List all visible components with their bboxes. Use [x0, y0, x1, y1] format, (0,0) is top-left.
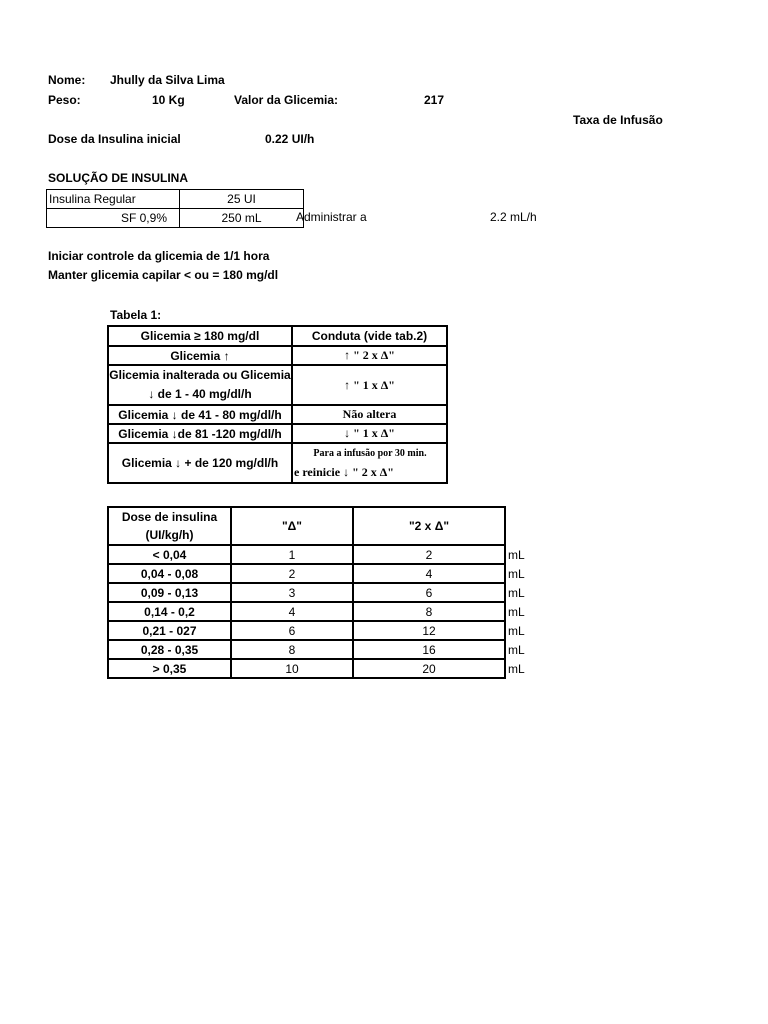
solution-value: 250 mL: [180, 209, 304, 228]
table1-header-row: [108, 326, 447, 346]
solution-title: SOLUÇÃO DE INSULINA: [48, 171, 189, 185]
unit-cell: mL: [508, 547, 525, 562]
double-delta-cell: 2: [353, 545, 505, 564]
table1-action-line: Para a infusão por 30 min.: [313, 448, 427, 459]
dose-table-row: [108, 640, 538, 659]
unit-cell: mL: [508, 623, 525, 638]
delta-cell: 4: [231, 602, 353, 621]
solution-name: SF 0,9%: [47, 209, 180, 228]
unit-cell: mL: [508, 661, 525, 676]
table1-row: [108, 365, 447, 405]
unit-cell: mL: [508, 566, 525, 581]
dose-table-row: [108, 621, 538, 640]
weight-value: 10 Kg: [152, 93, 185, 107]
delta-cell: 8: [231, 640, 353, 659]
solution-value: 25 UI: [180, 190, 304, 209]
double-delta-cell: 16: [353, 640, 505, 659]
instruction-line: Iniciar controle da glicemia de 1/1 hora: [48, 249, 270, 263]
dose-cell: 0,04 - 0,08: [108, 564, 231, 583]
table1-header-cell: Conduta (vide tab.2): [292, 326, 447, 346]
dose-table: [107, 506, 538, 679]
double-delta-cell: 6: [353, 583, 505, 602]
unit-cell: mL: [508, 642, 525, 657]
table1-action: Não altera: [292, 405, 447, 424]
double-delta-cell: 12: [353, 621, 505, 640]
administer-value: 2.2 mL/h: [490, 210, 537, 224]
dose-cell: 0,28 - 0,35: [108, 640, 231, 659]
double-delta-cell: 8: [353, 602, 505, 621]
dose-table-row: [108, 659, 538, 678]
double-delta-header-cell: "2 x Δ": [353, 507, 505, 545]
name-label: Nome:: [48, 73, 86, 87]
table1-condition: Glicemia inalterada ou Glicemia ↓ de 1 - 40 mg/dl/h: [108, 365, 292, 405]
solution-row: [47, 209, 304, 228]
delta-cell: 3: [231, 583, 353, 602]
table1-row: [108, 346, 447, 365]
dose-table-row: [108, 564, 538, 583]
table1-condition: Glicemia ↓de 81 -120 mg/dl/h: [108, 424, 292, 443]
unit-cell: mL: [508, 585, 525, 600]
double-delta-cell: 4: [353, 564, 505, 583]
table1-condition: Glicemia ↑: [108, 346, 292, 365]
delta-cell: 2: [231, 564, 353, 583]
unit-header-cell: [505, 507, 538, 545]
infusion-rate-label: Taxa de Infusão: [573, 113, 663, 127]
table1-row: [108, 424, 447, 443]
administer-label: Administrar a: [296, 210, 367, 224]
table1-action: ↑ " 2 x Δ": [292, 346, 447, 365]
glycemia-value: 217: [424, 93, 445, 107]
table1-condition: Glicemia ↓ + de 120 mg/dl/h: [108, 443, 292, 483]
dose-table-header-row: [108, 507, 538, 545]
dose-cell: > 0,35: [108, 659, 231, 678]
glycemia-label: Valor da Glicemia:: [234, 93, 339, 107]
dose-cell: 0,14 - 0,2: [108, 602, 231, 621]
delta-cell: 10: [231, 659, 353, 678]
table1-row: [108, 405, 447, 424]
table1-action: ↓ " 1 x Δ": [292, 424, 447, 443]
dose-cell: 0,09 - 0,13: [108, 583, 231, 602]
delta-header-cell: "Δ": [231, 507, 353, 545]
table1-action-line: e reinicie ↓ " 2 x Δ": [294, 465, 394, 479]
dose-table-row: [108, 545, 538, 564]
solution-name: Insulina Regular: [47, 190, 180, 209]
dose-table-row: [108, 602, 538, 621]
weight-label: Peso:: [48, 93, 81, 107]
table1-row: [108, 443, 447, 483]
delta-cell: 6: [231, 621, 353, 640]
table1: [107, 325, 448, 484]
dose-value: 0.22 UI/h: [265, 132, 315, 146]
dose-table-row: [108, 583, 538, 602]
table1-header-cell: Glicemia ≥ 180 mg/dl: [108, 326, 292, 346]
dose-cell: 0,21 - 027: [108, 621, 231, 640]
dose-label: Dose da Insulina inicial: [48, 132, 181, 146]
table1-action: [292, 443, 447, 483]
dose-cell: < 0,04: [108, 545, 231, 564]
table1-action: ↑ " 1 x Δ": [292, 365, 447, 405]
table1-condition: Glicemia ↓ de 41 - 80 mg/dl/h: [108, 405, 292, 424]
solution-row: [47, 190, 304, 209]
table1-caption: Tabela 1:: [110, 308, 162, 322]
dose-header-cell: Dose de insulina (UI/kg/h): [108, 507, 231, 545]
unit-cell: mL: [508, 604, 525, 619]
solution-table: [46, 189, 304, 228]
double-delta-cell: 20: [353, 659, 505, 678]
name-value: Jhully da Silva Lima: [110, 73, 225, 87]
instruction-line: Manter glicemia capilar < ou = 180 mg/dl: [48, 268, 279, 282]
delta-cell: 1: [231, 545, 353, 564]
